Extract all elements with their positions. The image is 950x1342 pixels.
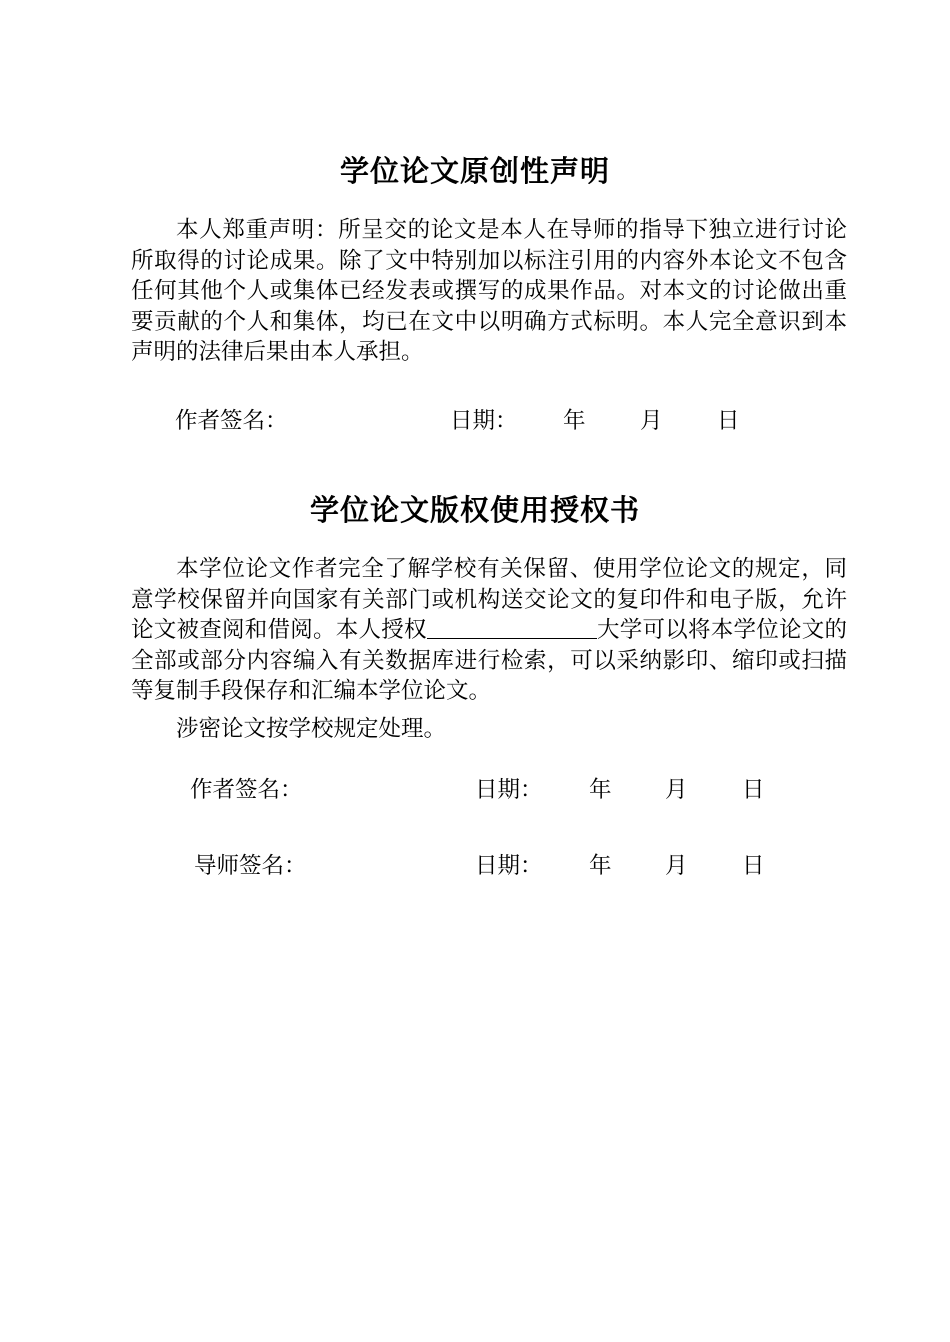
year-label: 年 bbox=[589, 853, 612, 879]
originality-title: 学位论文原创性声明 bbox=[339, 154, 610, 188]
author-signature-label: 作者签名： bbox=[175, 408, 288, 434]
date-label: 日期： bbox=[475, 777, 543, 803]
year-label: 年 bbox=[563, 408, 586, 434]
author-signature-label: 作者签名： bbox=[190, 777, 303, 803]
date-label: 日期： bbox=[450, 408, 518, 434]
advisor-signature-label: 导师签名： bbox=[194, 853, 307, 879]
university-name-blank[interactable] bbox=[427, 616, 597, 640]
authorization-text-after-blank: 大学可以将本学位论文的全部或部分内容编入有关数据库进行检索，可以采纳影印、缩印或扫描等复制手段保存和汇编本学位论文。 bbox=[131, 617, 847, 704]
month-label: 月 bbox=[665, 853, 688, 879]
authorization-statement bbox=[131, 554, 847, 707]
secret-thesis-note: 涉密论文按学校规定处理。 bbox=[176, 716, 447, 742]
day-label: 日 bbox=[742, 777, 765, 803]
month-label: 月 bbox=[640, 408, 663, 434]
year-label: 年 bbox=[589, 777, 612, 803]
authorization-text-before-blank: 本学位论文作者完全了解学校有关保留、使用学位论文的规定，同意学校保留并向国家有关部门或机构送交论文的复印件和电子版，允许论文被查阅和借阅。本人授权 bbox=[131, 556, 847, 643]
authorization-title: 学位论文版权使用授权书 bbox=[309, 493, 640, 527]
day-label: 日 bbox=[742, 853, 765, 879]
date-label: 日期： bbox=[475, 853, 543, 879]
day-label: 日 bbox=[717, 408, 740, 434]
month-label: 月 bbox=[665, 777, 688, 803]
originality-statement: 本人郑重声明：所呈交的论文是本人在导师的指导下独立进行讨论所取得的讨论成果。除了文中特别加以标注引用的内容外本论文不包含任何其他个人或集体已经发表或撰写的成果作品。对本文的讨论做出重要贡献的个人和集体，均已在文中以明确方式标明。本人完全意识到本声明的法律后果由本人承担。 bbox=[131, 217, 847, 365]
